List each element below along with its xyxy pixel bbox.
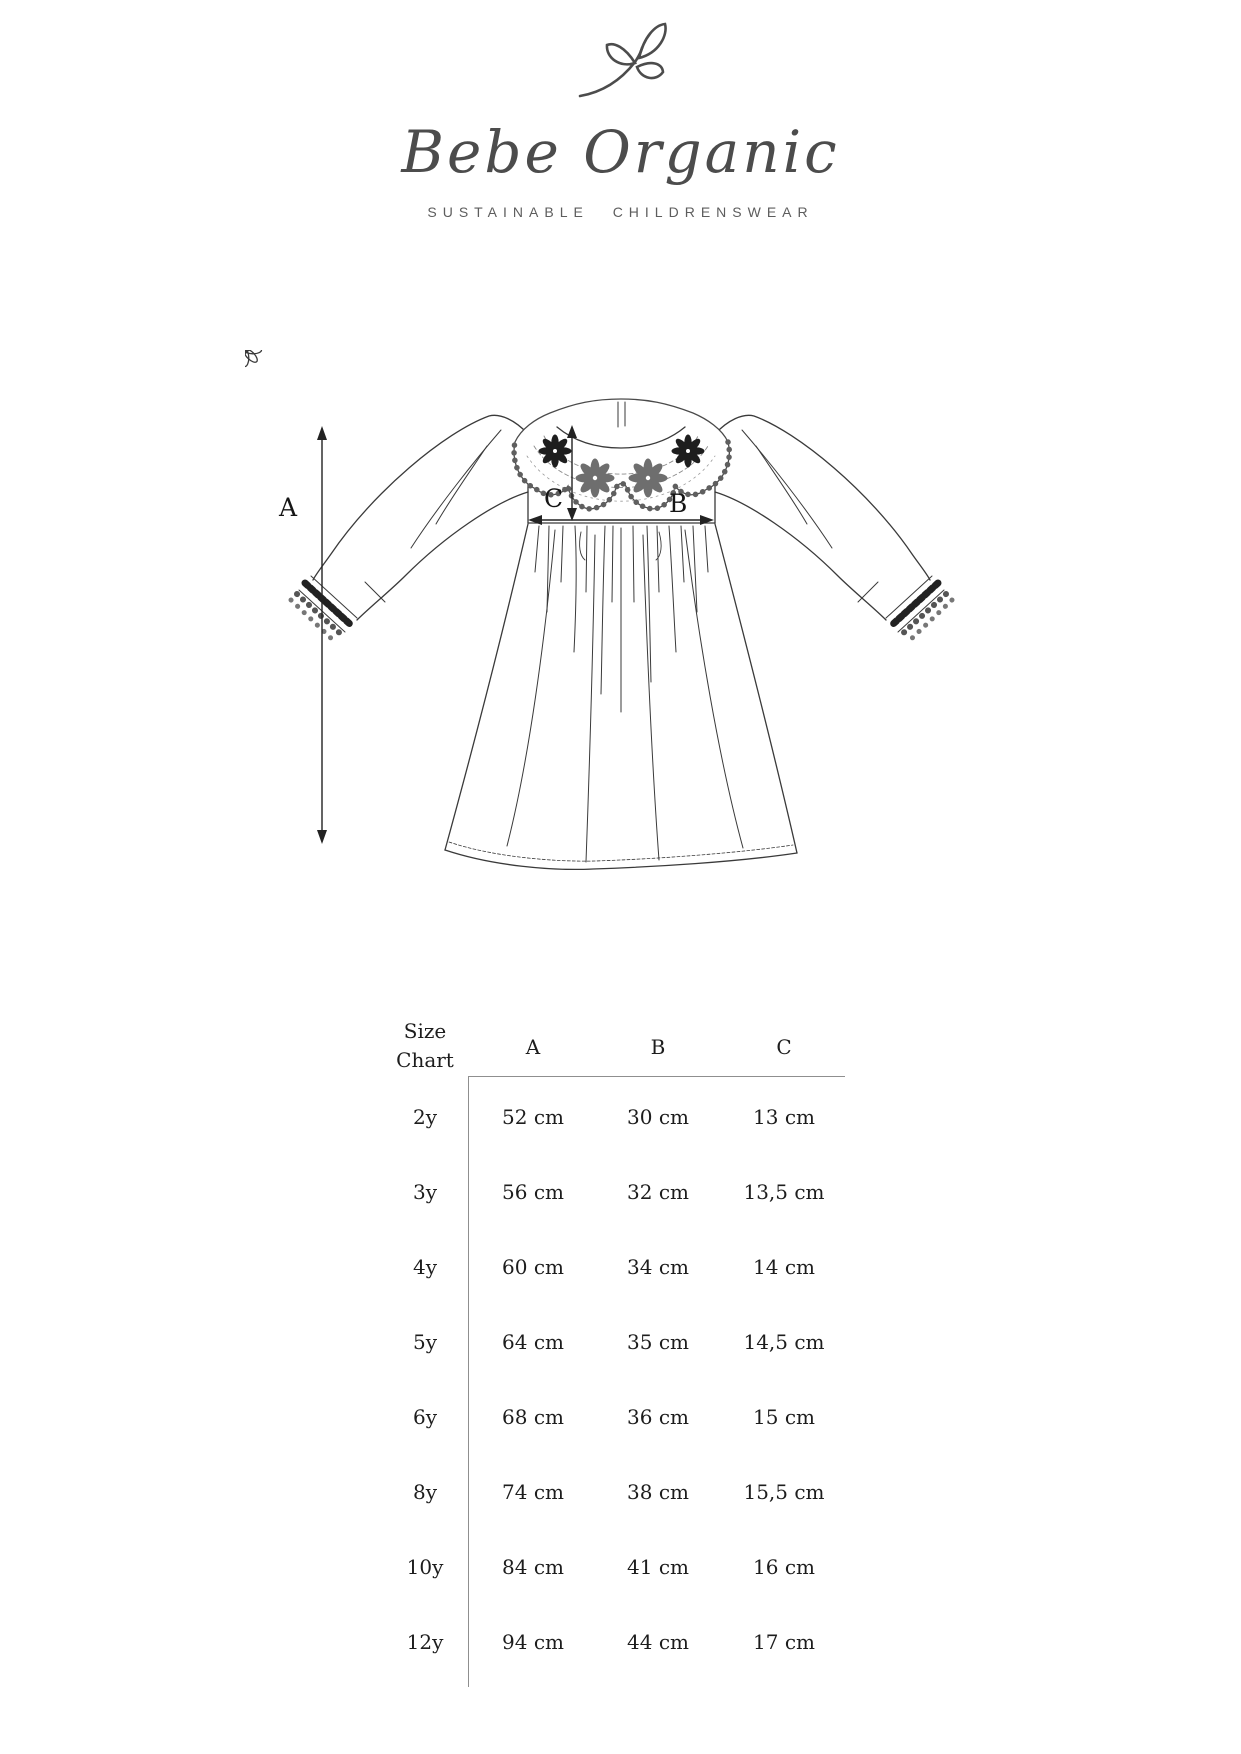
value-a: 64 cm [502, 1329, 564, 1354]
size-label: 5y [412, 1329, 438, 1354]
value-b: 36 cm [627, 1404, 689, 1429]
sleeve-right [715, 415, 952, 642]
table-row [330, 1229, 875, 1304]
brand-title: Bebe Organic [401, 118, 840, 186]
size-label: 3y [412, 1179, 438, 1204]
size-label: 6y [412, 1404, 438, 1429]
value-b: 44 cm [627, 1629, 689, 1654]
table-row [330, 1379, 875, 1454]
value-a: 52 cm [502, 1104, 564, 1129]
value-c: 16 cm [753, 1554, 815, 1579]
size-label: 2y [412, 1104, 438, 1129]
dress-line-drawing [245, 350, 1005, 870]
column-header-c: C [776, 1035, 792, 1059]
label-b: B [669, 489, 688, 518]
value-a: 60 cm [502, 1254, 564, 1279]
value-b: 35 cm [627, 1329, 689, 1354]
table-row [330, 1604, 875, 1679]
value-c: 13 cm [753, 1104, 815, 1129]
size-label: 10y [406, 1554, 444, 1579]
measure-arrow-a [317, 426, 327, 844]
label-a: A [279, 493, 298, 522]
skirt [445, 524, 797, 869]
value-a: 94 cm [502, 1629, 564, 1654]
value-b: 32 cm [627, 1179, 689, 1204]
value-a: 56 cm [502, 1179, 564, 1204]
sleeve-left [291, 415, 528, 642]
value-c: 14,5 cm [743, 1329, 825, 1354]
value-a: 74 cm [502, 1479, 564, 1504]
size-label: 12y [406, 1629, 444, 1654]
lace-collar [245, 350, 729, 509]
garment-measurement-diagram [245, 350, 1005, 870]
size-chart-table [330, 1005, 875, 1705]
value-b: 41 cm [627, 1554, 689, 1579]
corner-label-line1: Size [403, 1019, 447, 1043]
value-a: 68 cm [502, 1404, 564, 1429]
table-row [330, 1079, 875, 1154]
size-label: 4y [412, 1254, 438, 1279]
value-b: 30 cm [627, 1104, 689, 1129]
column-header-b: B [650, 1035, 666, 1059]
corner-label-line2: Chart [396, 1048, 454, 1072]
table-row [330, 1529, 875, 1604]
table-row [330, 1154, 875, 1229]
value-c: 17 cm [753, 1629, 815, 1654]
size-label: 8y [412, 1479, 438, 1504]
flower-motif [245, 350, 262, 367]
label-c: C [544, 484, 564, 513]
leaf-sprig-icon [575, 18, 671, 102]
table-row [330, 1304, 875, 1379]
value-b: 34 cm [627, 1254, 689, 1279]
table-row [330, 1454, 875, 1529]
brand-tagline: SUSTAINABLE CHILDRENSWEAR [427, 204, 814, 220]
value-c: 15,5 cm [743, 1479, 825, 1504]
value-c: 14 cm [753, 1254, 815, 1279]
value-b: 38 cm [627, 1479, 689, 1504]
value-c: 15 cm [753, 1404, 815, 1429]
table-body [330, 1079, 875, 1679]
value-c: 13,5 cm [743, 1179, 825, 1204]
table-divider-horizontal [468, 1076, 845, 1077]
column-header-a: A [525, 1035, 541, 1059]
value-a: 84 cm [502, 1554, 564, 1579]
